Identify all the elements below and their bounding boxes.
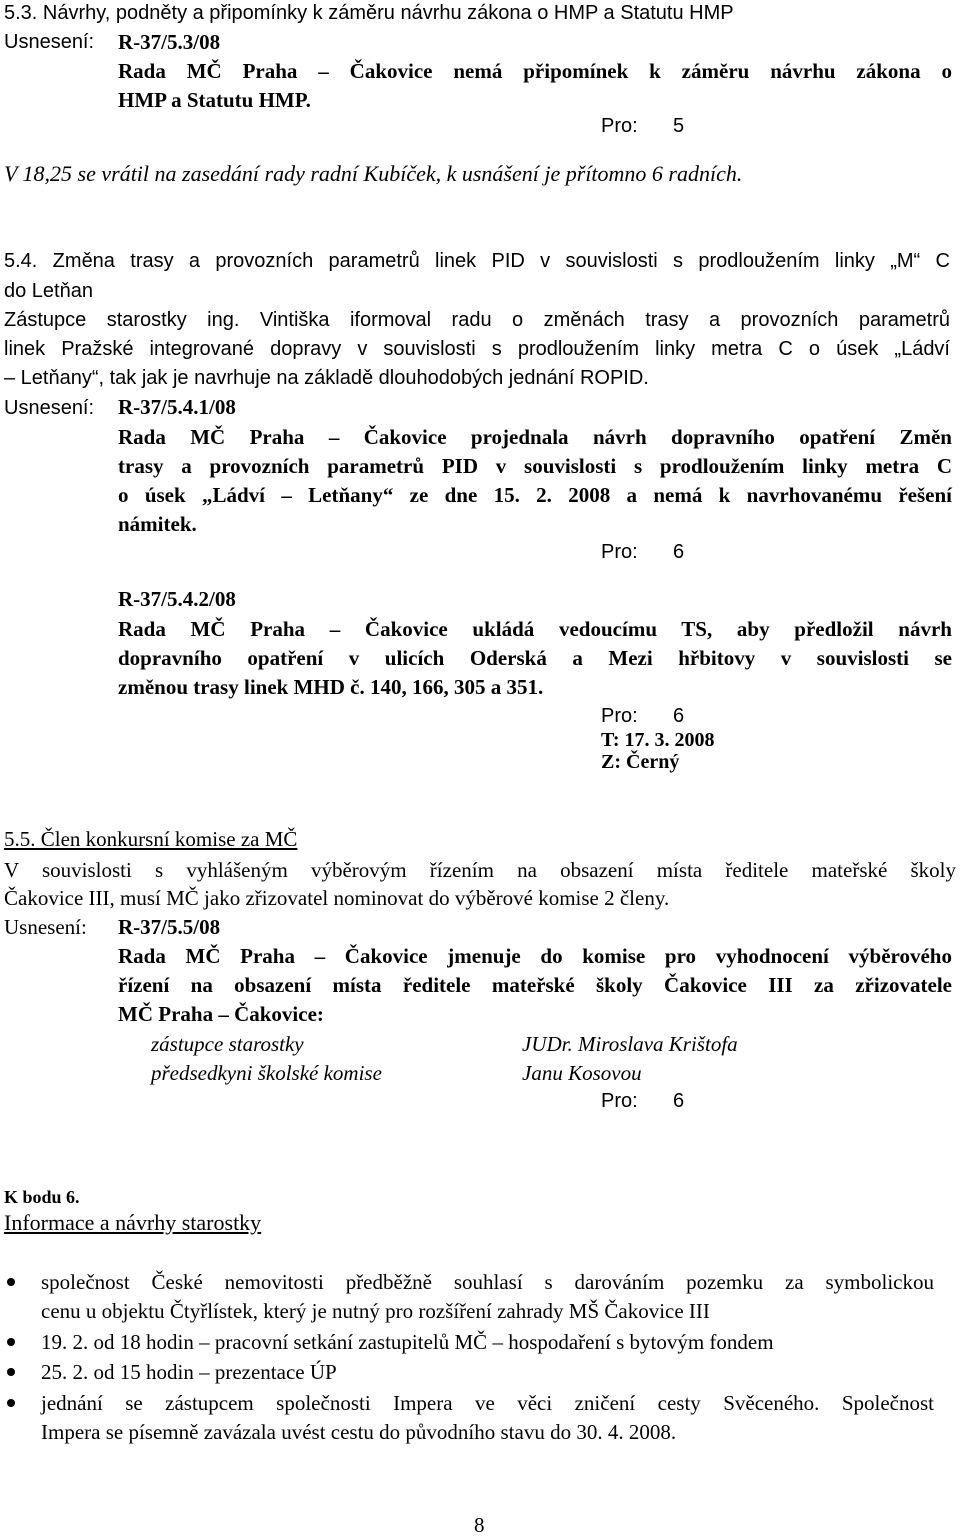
vote-label: Pro:: [601, 1090, 638, 1112]
attendance-note: V 18,25 se vrátil na zasedání rady radní Kubíček, k usnášení je přítomno 6 radních.: [4, 161, 743, 186]
list-item: jednání se zástupcem společnosti Impera ve věci zničení cesty Svěceného. Společnost: [41, 1391, 934, 1415]
resolution-label: Usnesení:: [4, 397, 95, 419]
vote-value: 6: [673, 1090, 685, 1112]
body-text: Zástupce starostky ing. Vintiška iformoval radu o změnách trasy a provozních parametrů: [4, 309, 950, 331]
list-item: 25. 2. od 15 hodin – prezentace ÚP: [41, 1360, 337, 1384]
section-5-5-heading: 5.5. Člen konkursní komise za MČ: [4, 827, 298, 851]
section-5-4-heading: 5.4. Změna trasy a provozních parametrů linek PID v souvislosti s prodloužením linky „M“ C: [4, 250, 950, 272]
resolution-id: R-37/5.5/08: [118, 915, 221, 939]
committee-member-name: Janu Kosovou: [522, 1061, 642, 1085]
vote-label: Pro:: [601, 541, 638, 563]
vote-label: Pro:: [601, 115, 638, 137]
vote-value: 6: [673, 541, 685, 563]
resolution-text: MČ Praha – Čakovice:: [118, 1002, 324, 1026]
page-number: 8: [474, 1513, 485, 1537]
section-5-4-heading: do Letňan: [4, 280, 93, 302]
section-5-3-heading: 5.3. Návrhy, podněty a připomínky k záměru návrhu zákona o HMP a Statutu HMP: [4, 2, 734, 24]
resolution-text: Rada MČ Praha – Čakovice ukládá vedoucímu TS, aby předložil návrh: [118, 617, 952, 641]
committee-member-name: JUDr. Miroslava Krištofa: [522, 1032, 738, 1056]
resolution-label: Usnesení:: [4, 31, 95, 53]
resolution-text: námitek.: [118, 512, 197, 536]
agenda-item-label: K bodu 6.: [4, 1187, 80, 1207]
body-text: V souvislosti s vyhlášeným výběrovým řízením na obsazení místa ředitele mateřské školy: [4, 858, 956, 882]
resolution-text: Rada MČ Praha – Čakovice nemá připomínek k záměru návrhu zákona o: [118, 59, 952, 83]
bullet-icon: [7, 1338, 15, 1346]
committee-role: zástupce starostky: [151, 1032, 304, 1056]
vote-label: Pro:: [601, 705, 638, 727]
responsible-person: Z: Černý: [601, 751, 680, 773]
resolution-text: Rada MČ Praha – Čakovice jmenuje do komise pro vyhodnocení výběrového: [118, 944, 952, 968]
resolution-text: o úsek „Ládví – Letňany“ ze dne 15. 2. 2008 a nemá k navrhovanému řešení: [118, 483, 952, 507]
resolution-text: řízení na obsazení místa ředitele mateřské školy Čakovice III za zřizovatele: [118, 973, 952, 997]
resolution-label: Usnesení:: [4, 915, 87, 939]
body-text: – Letňany“, tak jak je navrhuje na základě dlouhodobých jednání ROPID.: [4, 367, 649, 389]
committee-role: předsedkyni školské komise: [151, 1061, 382, 1085]
body-text: linek Pražské integrované dopravy v souvislosti s prodloužením linky metra C o úsek „Ládví: [4, 338, 950, 360]
bullet-icon: [7, 1278, 15, 1286]
vote-value: 5: [673, 115, 685, 137]
deadline: T: 17. 3. 2008: [601, 729, 715, 751]
body-text: Čakovice III, musí MČ jako zřizovatel nominovat do výběrové komise 2 členy.: [4, 886, 670, 910]
vote-value: 6: [673, 705, 685, 727]
list-item: Impera se písemně zavázala uvést cestu do původního stavu do 30. 4. 2008.: [41, 1420, 677, 1444]
resolution-text: trasy a provozních parametrů PID v souvislosti s prodloužením linky metra C: [118, 454, 952, 478]
resolution-id: R-37/5.4.1/08: [118, 395, 236, 419]
list-item: cenu u objektu Čtyřlístek, který je nutný pro rozšíření zahrady MŠ Čakovice III: [41, 1299, 710, 1323]
list-item: společnost České nemovitosti předběžně souhlasí s darováním pozemku za symbolickou: [41, 1270, 934, 1294]
resolution-text: dopravního opatření v ulicích Oderská a Mezi hřbitovy v souvislosti se: [118, 646, 952, 670]
resolution-text: změnou trasy linek MHD č. 140, 166, 305 a 351.: [118, 675, 544, 699]
list-item: 19. 2. od 18 hodin – pracovní setkání zastupitelů MČ – hospodaření s bytovým fondem: [41, 1330, 774, 1354]
resolution-id: R-37/5.3/08: [118, 30, 221, 54]
section-6-heading: Informace a návrhy starostky: [4, 1210, 262, 1235]
bullet-icon: [7, 1368, 15, 1376]
resolution-id: R-37/5.4.2/08: [118, 587, 236, 611]
resolution-text: HMP a Statutu HMP.: [118, 88, 311, 112]
bullet-icon: [7, 1399, 15, 1407]
resolution-text: Rada MČ Praha – Čakovice projednala návrh dopravního opatření Změn: [118, 425, 952, 449]
